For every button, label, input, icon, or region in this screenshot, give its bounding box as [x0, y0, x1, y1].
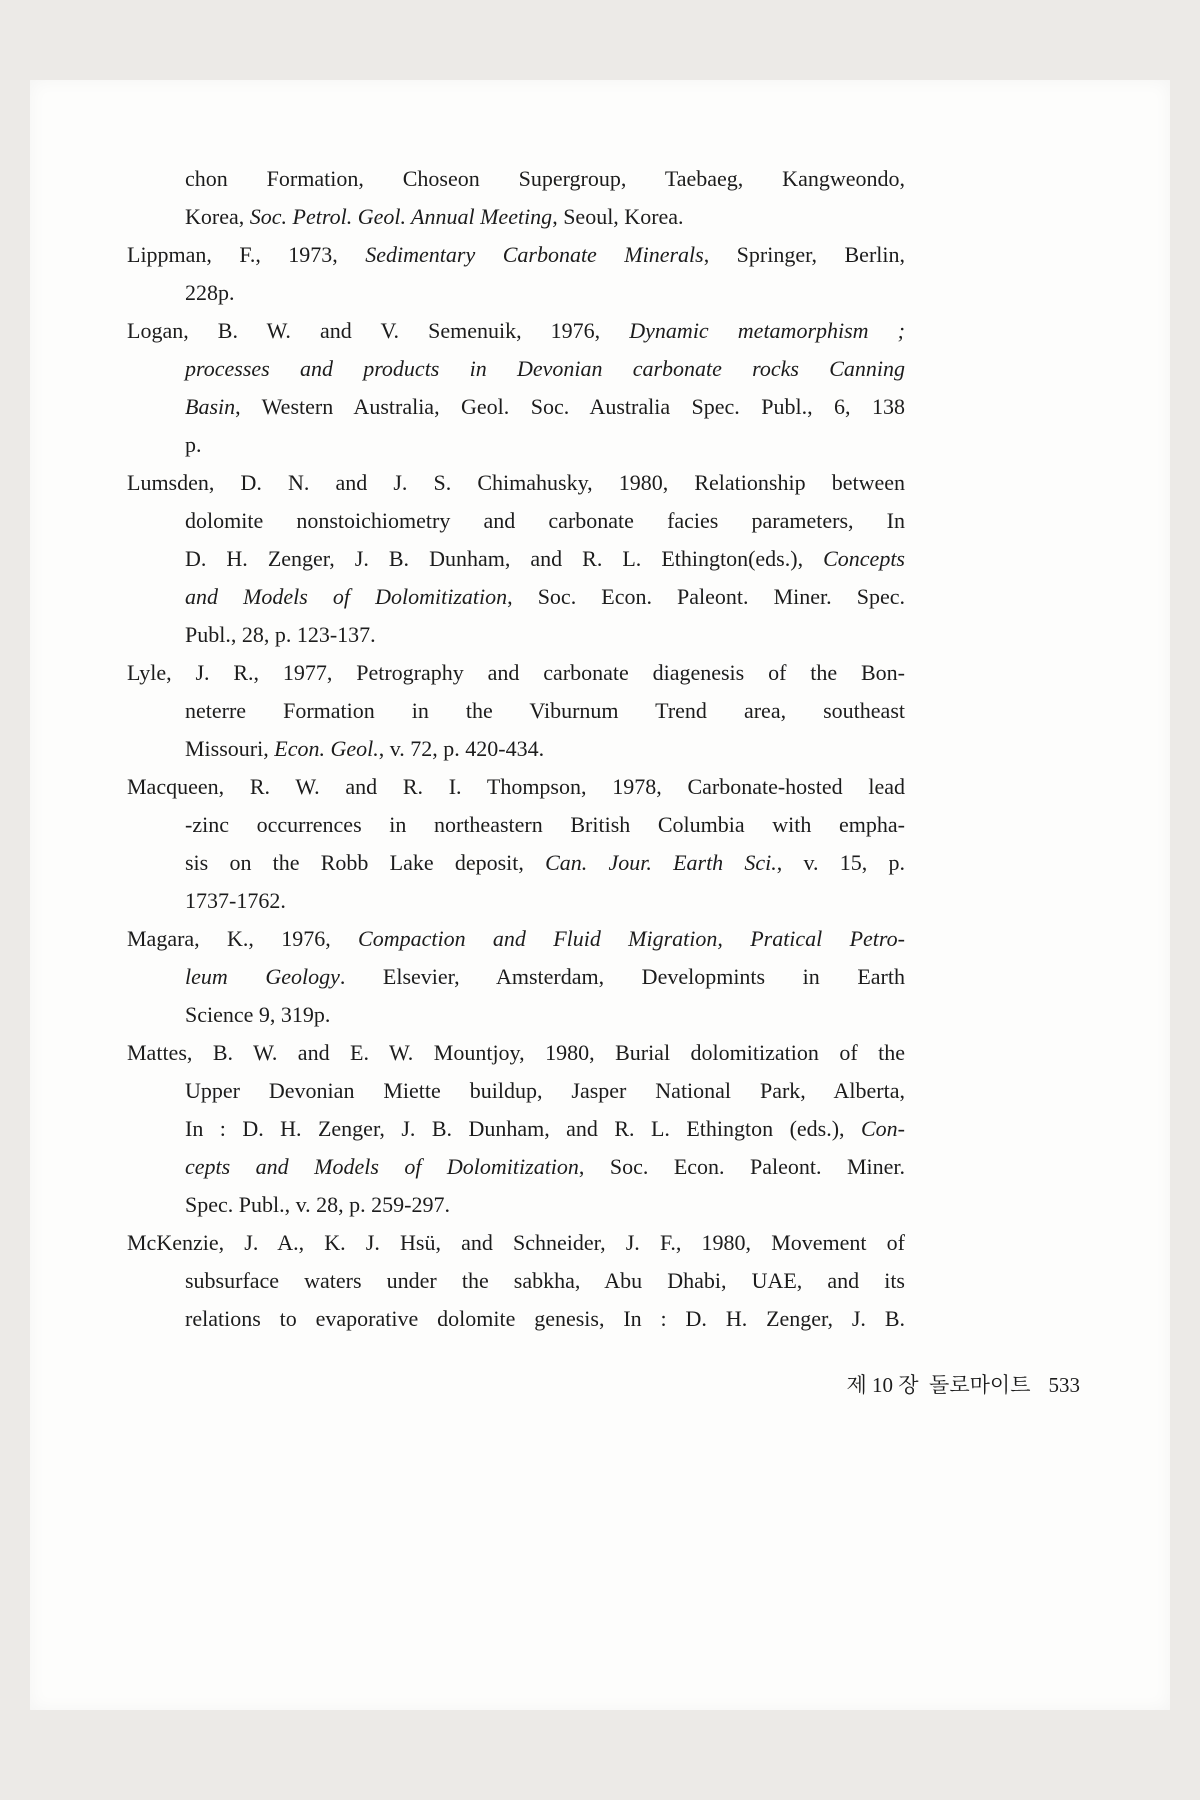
citation-text: Korea,: [185, 204, 250, 229]
page-footer: [127, 1344, 1080, 1424]
reference-line: [127, 578, 905, 616]
reference-line: [127, 350, 905, 388]
reference-line: [127, 958, 905, 996]
citation-text: Logan, B. W. and V. Semenuik, 1976,: [127, 318, 630, 343]
citation-text: , v. 15, p.: [776, 850, 905, 875]
reference-line: [127, 1300, 905, 1338]
page-number: 533: [1048, 1373, 1080, 1397]
citation-text: McKenzie, J. A., K. J. Hsü, and Schneider, J. F., 1980, Movement of: [127, 1230, 905, 1255]
citation-text: Science 9, 319p.: [185, 1002, 331, 1027]
citation-text: In : D. H. Zenger, J. B. Dunham, and R. L. Ethington (eds.),: [185, 1116, 861, 1141]
citation-title-italic: Econ. Geol.: [274, 736, 379, 761]
citation-title-italic: Basin: [185, 394, 236, 419]
citation-title-italic: Dynamic metamorphism ;: [629, 318, 905, 343]
reference-line: [127, 1224, 905, 1262]
citation-text: Missouri,: [185, 736, 275, 761]
citation-title-italic: Can. Jour. Earth Sci.: [545, 850, 777, 875]
citation-title-italic: leum Geology: [185, 964, 340, 989]
citation-text: Mattes, B. W. and E. W. Mountjoy, 1980, Burial dolomitization of the: [127, 1040, 905, 1065]
citation-text: , Seoul, Korea.: [552, 204, 684, 229]
citation-text: Magara, K., 1976,: [127, 926, 359, 951]
reference-line: [127, 768, 905, 806]
citation-text: , Western Australia, Geol. Soc. Australia Spec. Publ., 6, 138: [235, 394, 905, 419]
reference-line: [127, 1148, 905, 1186]
reference-line: [127, 806, 905, 844]
citation-title-italic: Compaction and Fluid Migration, Pratical Petro-: [358, 926, 905, 951]
reference-line: [127, 540, 905, 578]
citation-title-italic: Sedimentary Carbonate Minerals: [365, 242, 704, 267]
reference-line: [127, 198, 905, 236]
citation-text: , Springer, Berlin,: [703, 242, 906, 267]
reference-line: [127, 654, 905, 692]
chapter-label: 제 10 장 돌로마이트: [846, 1373, 1031, 1397]
reference-line: [127, 312, 905, 350]
citation-title-italic: Concepts: [823, 546, 905, 571]
reference-line: [127, 1262, 905, 1300]
citation-title-italic: and Models of Dolomitization: [185, 584, 508, 609]
citation-text: neterre Formation in the Viburnum Trend area, southeast: [185, 698, 905, 723]
reference-line: [127, 844, 905, 882]
citation-text: . Elsevier, Amsterdam, Developmints in Earth: [339, 964, 905, 989]
citation-title-italic: processes and products in Devonian carbonate rocks Canning: [185, 356, 905, 381]
citation-text: dolomite nonstoichiometry and carbonate facies parameters, In: [185, 508, 905, 533]
citation-text: p.: [185, 432, 202, 457]
citation-text: Lippman, F., 1973,: [127, 242, 366, 267]
citation-title-italic: cepts and Models of Dolomitization: [185, 1154, 579, 1179]
citation-text: subsurface waters under the sabkha, Abu Dhabi, UAE, and its: [185, 1268, 905, 1293]
citation-text: 1737-1762.: [185, 888, 286, 913]
citation-text: Lumsden, D. N. and J. S. Chimahusky, 1980, Relationship between: [127, 470, 905, 495]
citation-text: Lyle, J. R., 1977, Petrography and carbonate diagenesis of the Bon-: [127, 660, 905, 685]
citation-text: 228p.: [185, 280, 235, 305]
citation-text: D. H. Zenger, J. B. Dunham, and R. L. Ethington(eds.),: [185, 546, 824, 571]
citation-text: -zinc occurrences in northeastern British Columbia with empha-: [185, 812, 905, 837]
reference-line: [127, 388, 905, 426]
reference-list: [127, 160, 905, 1338]
citation-text: sis on the Robb Lake deposit,: [185, 850, 546, 875]
reference-line: [127, 1110, 905, 1148]
citation-text: , v. 72, p. 420-434.: [378, 736, 545, 761]
reference-line: [127, 274, 905, 312]
citation-text: Publ., 28, p. 123-137.: [185, 622, 376, 647]
citation-text: , Soc. Econ. Paleont. Miner.: [578, 1154, 905, 1179]
citation-text: Spec. Publ., v. 28, p. 259-297.: [185, 1192, 451, 1217]
reference-line: [127, 464, 905, 502]
reference-line: [127, 1186, 905, 1224]
reference-line: [127, 692, 905, 730]
reference-line: [127, 920, 905, 958]
reference-line: [127, 1034, 905, 1072]
citation-title-italic: Con-: [861, 1116, 905, 1141]
reference-line: [127, 1072, 905, 1110]
reference-line: [127, 426, 905, 464]
reference-line: [127, 616, 905, 654]
citation-text: chon Formation, Choseon Supergroup, Taebaeg, Kangweondo,: [185, 166, 905, 191]
reference-line: [127, 160, 905, 198]
reference-line: [127, 502, 905, 540]
citation-title-italic: Soc. Petrol. Geol. Annual Meeting: [249, 204, 553, 229]
reference-line: [127, 882, 905, 920]
reference-line: [127, 730, 905, 768]
citation-text: relations to evaporative dolomite genesis, In : D. H. Zenger, J. B.: [185, 1306, 905, 1331]
reference-line: [127, 996, 905, 1034]
citation-text: , Soc. Econ. Paleont. Miner. Spec.: [507, 584, 906, 609]
citation-text: Macqueen, R. W. and R. I. Thompson, 1978, Carbonate-hosted lead: [127, 774, 905, 799]
citation-text: Upper Devonian Miette buildup, Jasper National Park, Alberta,: [185, 1078, 905, 1103]
reference-line: [127, 236, 905, 274]
